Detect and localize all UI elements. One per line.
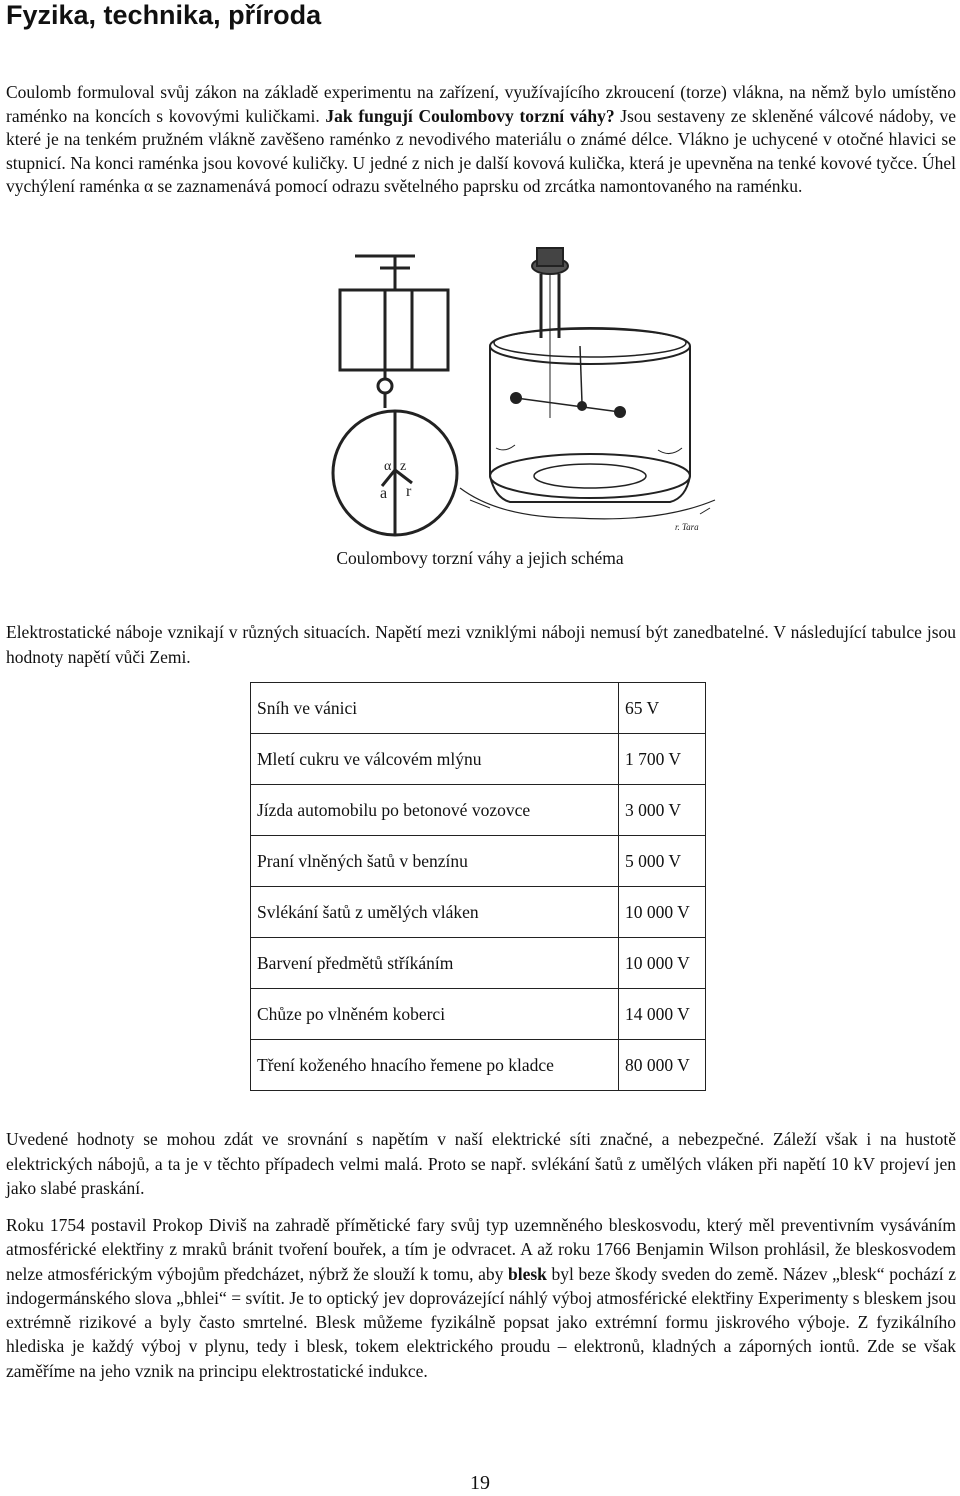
intro-table-paragraph: Elektrostatické náboje vznikají v různých situacích. Napětí mezi vzniklými náboji nemusí být zanedbatelné. V následující tabulce jsou hodnoty napětí vůči Zemi. bbox=[6, 622, 956, 667]
lightning-bold-word: blesk bbox=[507, 1263, 547, 1284]
intro-text-end: Jsou sestaveny ze skleněné válcové nádoby, ve které je na tenkém pružném vlákně zavěšeno raménko z nevodivého materiálu o známé délce. Vlákno je uchycené v otočné hlavici se stupnicí. Na konci raménka jsou kovové kuličky. U jedné z nich je další kovová kulička, která je upevněna na tenké kovové tyčce. Úhel vychýlení raménka α se zaznamenává pomocí odrazu světelného paprsku od zrcátka namontovaného na raménku. bbox=[6, 105, 957, 197]
alpha-label: α bbox=[384, 459, 392, 474]
torsion-balance-illustration bbox=[320, 238, 740, 538]
lightning-text-end: byl beze škody sveden do země. Název „blesk“ pochází z indogermánského slova „bhlei“ = svítit. Je to optický jev doprovázející náhlý výboj atmosférické elektřiny Experimenty s bleskem jsou extrémně rizikové a byly často smrtelné. Blesk můžeme fyzikálně popsat jako extrémní formu jiskrového výboje. Z fyzikálního hlediska je každý výboj v plynu, tedy i blesk, tokem elektrického proudu – elektronů, kladných a záporných iontů. Zde se však zaměříme na jeho vznik na principu elektrostatické indukce. bbox=[6, 1263, 956, 1381]
intro-text-start: Coulomb formuloval svůj zákon na základě experimentu na zařízení, využívajícího zkroucení (torze) vlákna, na němž bylo umístěno raménko na koncích s kovovými kuličkami. bbox=[6, 82, 956, 126]
artist-signature: r. Tara bbox=[675, 522, 699, 532]
lightning-text-start: Roku 1754 postavil Prokop Diviš na zahradě přímětické fary svůj typ uzemněného bleskosvodu, který měl preventivním vysáváním atmosférické elektřiny z mraků bránit tvoření bouřek, a tím je odvracet. A až roku 1766 Benjamin Wilson prohlásil, že bleskosvodem nelze atmosférickým výbojům předcházet, nýbrž že slouží k tomu, aby bbox=[6, 1215, 956, 1284]
torsion-balance-figure bbox=[320, 238, 740, 538]
table-row bbox=[251, 836, 706, 887]
table-cell-voltage: 10 000 V bbox=[619, 887, 706, 938]
section-heading: Fyzika, technika, příroda bbox=[6, 0, 322, 30]
table-cell-voltage: 3 000 V bbox=[619, 785, 706, 836]
table-row bbox=[251, 938, 706, 989]
intro-question: Jak fungují Coulombovy torzní váhy? bbox=[325, 105, 615, 126]
table-cell-voltage: 65 V bbox=[619, 683, 706, 734]
table-cell-situation: Chůze po vlněném koberci bbox=[251, 989, 619, 1040]
table-cell-situation: Jízda automobilu po betonové vozovce bbox=[251, 785, 619, 836]
coulomb-apparatus-drawing bbox=[460, 248, 715, 532]
z-label: z bbox=[400, 459, 407, 474]
r-label: r bbox=[406, 483, 412, 500]
table-cell-situation: Tření koženého hnacího řemene po kladce bbox=[251, 1040, 619, 1091]
table-cell-situation: Barvení předmětů stříkáním bbox=[251, 938, 619, 989]
table-row bbox=[251, 734, 706, 785]
table-cell-voltage: 1 700 V bbox=[619, 734, 706, 785]
table-row bbox=[251, 1040, 706, 1091]
table-cell-voltage: 5 000 V bbox=[619, 836, 706, 887]
voltage-table bbox=[250, 682, 706, 1091]
comparison-paragraph: Uvedené hodnoty se mohou zdát ve srovnání s napětím v naší elektrické síti značné, a nebezpečné. Záleží však i na hustotě elektrických nábojů, a ta je v těchto případech velmi malá. Proto se např. svlékání šatů z umělých vláken při napětí 10 kV projeví jen jako slabé praskání. bbox=[6, 1129, 956, 1198]
table-cell-situation: Svlékání šatů z umělých vláken bbox=[251, 887, 619, 938]
figure-caption: Coulombovy torzní váhy a jejich schéma bbox=[336, 548, 624, 568]
table-cell-voltage: 14 000 V bbox=[619, 989, 706, 1040]
a-label: a bbox=[380, 485, 388, 502]
table-cell-situation: Mletí cukru ve válcovém mlýnu bbox=[251, 734, 619, 785]
table-cell-situation: Sníh ve vánici bbox=[251, 683, 619, 734]
lightning-paragraph bbox=[6, 1213, 956, 1383]
table-row bbox=[251, 785, 706, 836]
table-row bbox=[251, 683, 706, 734]
table-row bbox=[251, 989, 706, 1040]
table-cell-voltage: 10 000 V bbox=[619, 938, 706, 989]
torsion-balance-schematic bbox=[333, 256, 457, 535]
intro-paragraph bbox=[6, 81, 956, 199]
page-number: 19 bbox=[470, 1472, 490, 1494]
table-cell-voltage: 80 000 V bbox=[619, 1040, 706, 1091]
table-row bbox=[251, 887, 706, 938]
table-cell-situation: Praní vlněných šatů v benzínu bbox=[251, 836, 619, 887]
